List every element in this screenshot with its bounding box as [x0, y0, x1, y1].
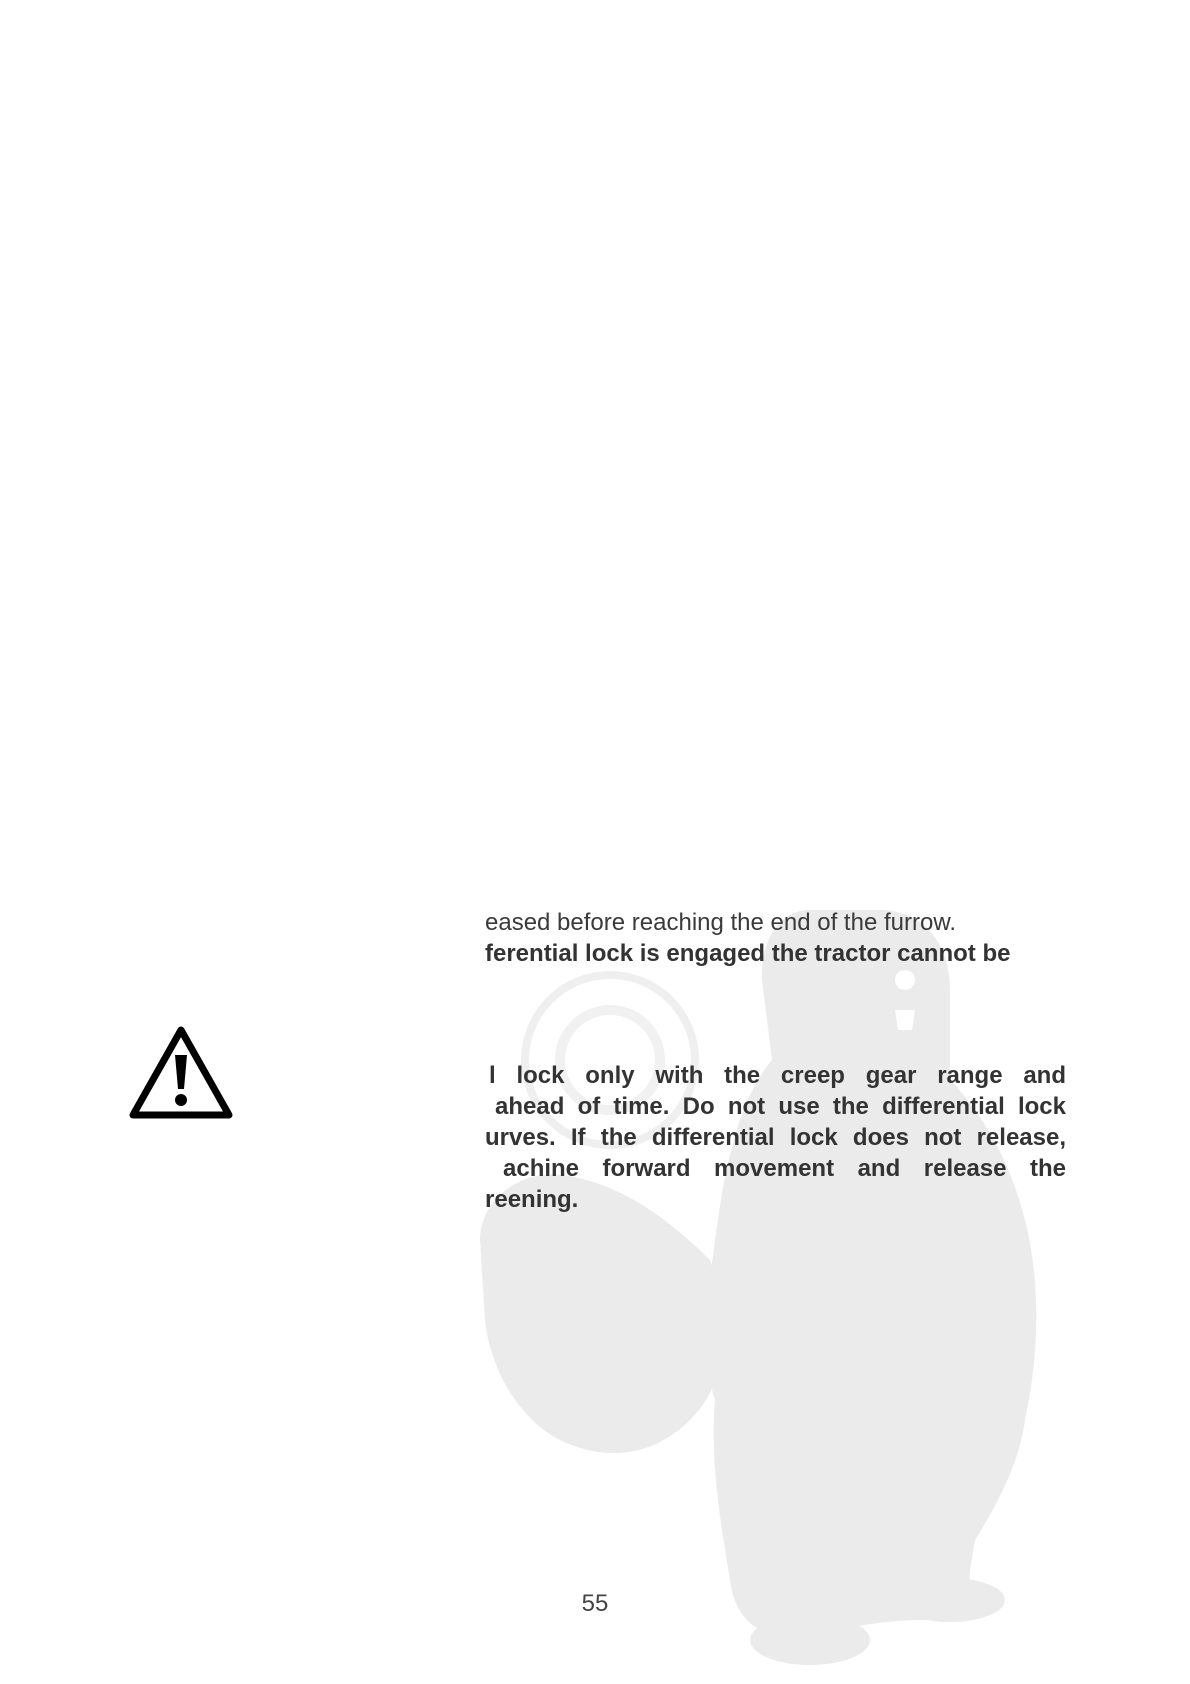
beaver-watermark	[480, 900, 1090, 1680]
warning-line: reening.	[485, 1186, 579, 1213]
body-line: eased before reaching the end of the furrow.	[485, 909, 956, 936]
warning-text-block	[485, 1060, 1066, 1215]
warning-line: ahead of time. Do not use the differential lock	[495, 1093, 1066, 1120]
body-line-bold: ferential lock is engaged the tractor cannot be	[485, 940, 1011, 967]
page-number: 55	[581, 1590, 609, 1617]
intro-text-block	[485, 907, 1066, 969]
warning-line: achine forward movement and release the	[503, 1155, 1066, 1182]
warning-triangle-icon	[128, 1025, 234, 1121]
warning-line: l lock only with the creep gear range and	[489, 1062, 1066, 1089]
warning-line: urves. If the differential lock does not release,	[485, 1124, 1066, 1151]
